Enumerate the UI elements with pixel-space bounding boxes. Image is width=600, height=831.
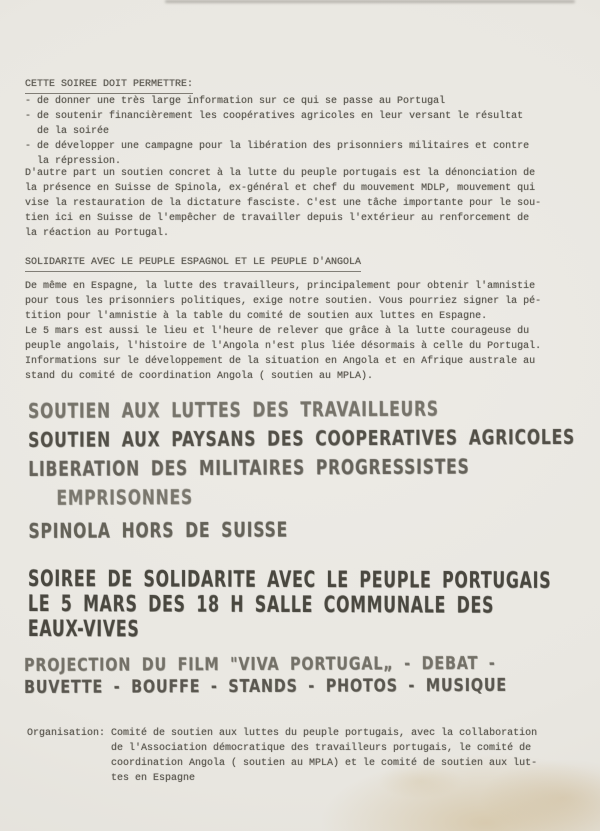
paragraph-line: De même en Espagne, la lutte des travailleurs, principalement pour obtenir l'amnistie xyxy=(25,281,536,292)
bullet-line: de la soirée xyxy=(25,126,110,137)
organisation-line: Organisation: Comité de soutien aux luttes du peuple portugais, avec la collaboration xyxy=(27,728,538,739)
paragraph-line: vise la restauration de la dictature fasciste. C'est une tâche importante pour le sou- xyxy=(25,198,542,209)
handwritten-event-announcement xyxy=(28,567,552,644)
paragraph-line: la présence en Suisse de Spinola, ex-général et chef du mouvement MDLP, mouvement qui xyxy=(25,183,536,194)
paragraph-line: stand du comité de coordination Angola ( soutien au MPLA). xyxy=(25,371,374,382)
event-line: EAUX-VIVES xyxy=(27,616,140,643)
paragraph-line: la réaction au Portugal. xyxy=(25,228,170,239)
slogan-line: LIBERATION DES MILITAIRES PROGRESSISTES xyxy=(28,454,470,481)
program-line: BUVETTE - BOUFFE - STANDS - PHOTOS - MUSIQUE xyxy=(24,674,508,698)
solidarity-heading xyxy=(25,255,361,272)
slogan-line: SOUTIEN AUX PAYSANS DES COOPERATIVES AGRICOLES xyxy=(28,424,576,452)
scan-edge-artifact xyxy=(165,0,575,3)
paragraph-line: tien ici en Suisse de l'empêcher de travailler depuis l'extérieur au renforcement de xyxy=(25,213,530,224)
paragraph-line: Informations sur le développement de la situation en Angola et en Afrique australe au xyxy=(25,356,536,367)
organisation-line: coordination Angola ( soutien au MPLA) et le comité de soutien aux lut- xyxy=(111,758,538,769)
bullet-line: - de soutenir financièrement les coopératives agricoles en leur versant le résultat xyxy=(25,111,524,122)
slogan-line: SPINOLA HORS DE SUISSE xyxy=(28,517,289,543)
paragraph-line: tition pour l'amnistie à la table du comité de soutien aux luttes en Espagne. xyxy=(25,311,488,322)
paragraph-line: D'autre part un soutien concret à la lutte du peuple portugais est la dénonciation de xyxy=(25,168,536,179)
program-line: PROJECTION DU FILM "VIVA PORTUGAL„ - DEBAT - xyxy=(24,652,496,676)
slogan-line: SOUTIEN AUX LUTTES DES TRAVAILLEURS xyxy=(28,396,439,423)
bullet-line: - de développer une campagne pour la libération des prisonniers militaires et contre xyxy=(25,141,530,152)
event-line: SOIREE DE SOLIDARITE AVEC LE PEUPLE PORTUGAIS xyxy=(27,567,552,594)
paragraph-line: pour tous les prisonniers politiques, exige notre soutien. Vous pourriez signer la pé- xyxy=(25,296,542,307)
paragraph-line: peuple angolais, l'histoire de l'Angola n'est plus liée désormais à celle du Portugal. xyxy=(25,341,542,352)
intro-heading xyxy=(25,77,193,94)
organisation-line: tes en Espagne xyxy=(111,773,196,784)
intro-bullet-list xyxy=(25,94,529,169)
organisation-footer xyxy=(27,726,537,786)
intro-heading-text: CETTE SOIREE DOIT PERMETTRE: xyxy=(25,77,193,94)
angola-paragraph xyxy=(25,324,541,384)
bullet-line: - de donner une très large information sur ce qui se passe au Portugal xyxy=(25,96,446,107)
spain-paragraph xyxy=(25,279,541,324)
spinola-paragraph xyxy=(25,166,541,241)
event-line: LE 5 MARS DES 18 H SALLE COMMUNALE DES xyxy=(27,591,495,619)
slogan-line: EMPRISONNES xyxy=(56,485,193,510)
handwritten-program xyxy=(24,653,507,699)
paragraph-line: Le 5 mars est aussi le lieu et l'heure de relever que grâce à la lutte courageuse du xyxy=(25,326,530,337)
handwritten-slogans xyxy=(28,394,575,546)
bullet-line: la répression. xyxy=(25,156,122,167)
solidarity-heading-text: SOLIDARITE AVEC LE PEUPLE ESPAGNOL ET LE PEUPLE D'ANGOLA xyxy=(25,255,361,272)
organisation-line: de l'Association démocratique des travailleurs portugais, le comité de xyxy=(111,743,532,754)
